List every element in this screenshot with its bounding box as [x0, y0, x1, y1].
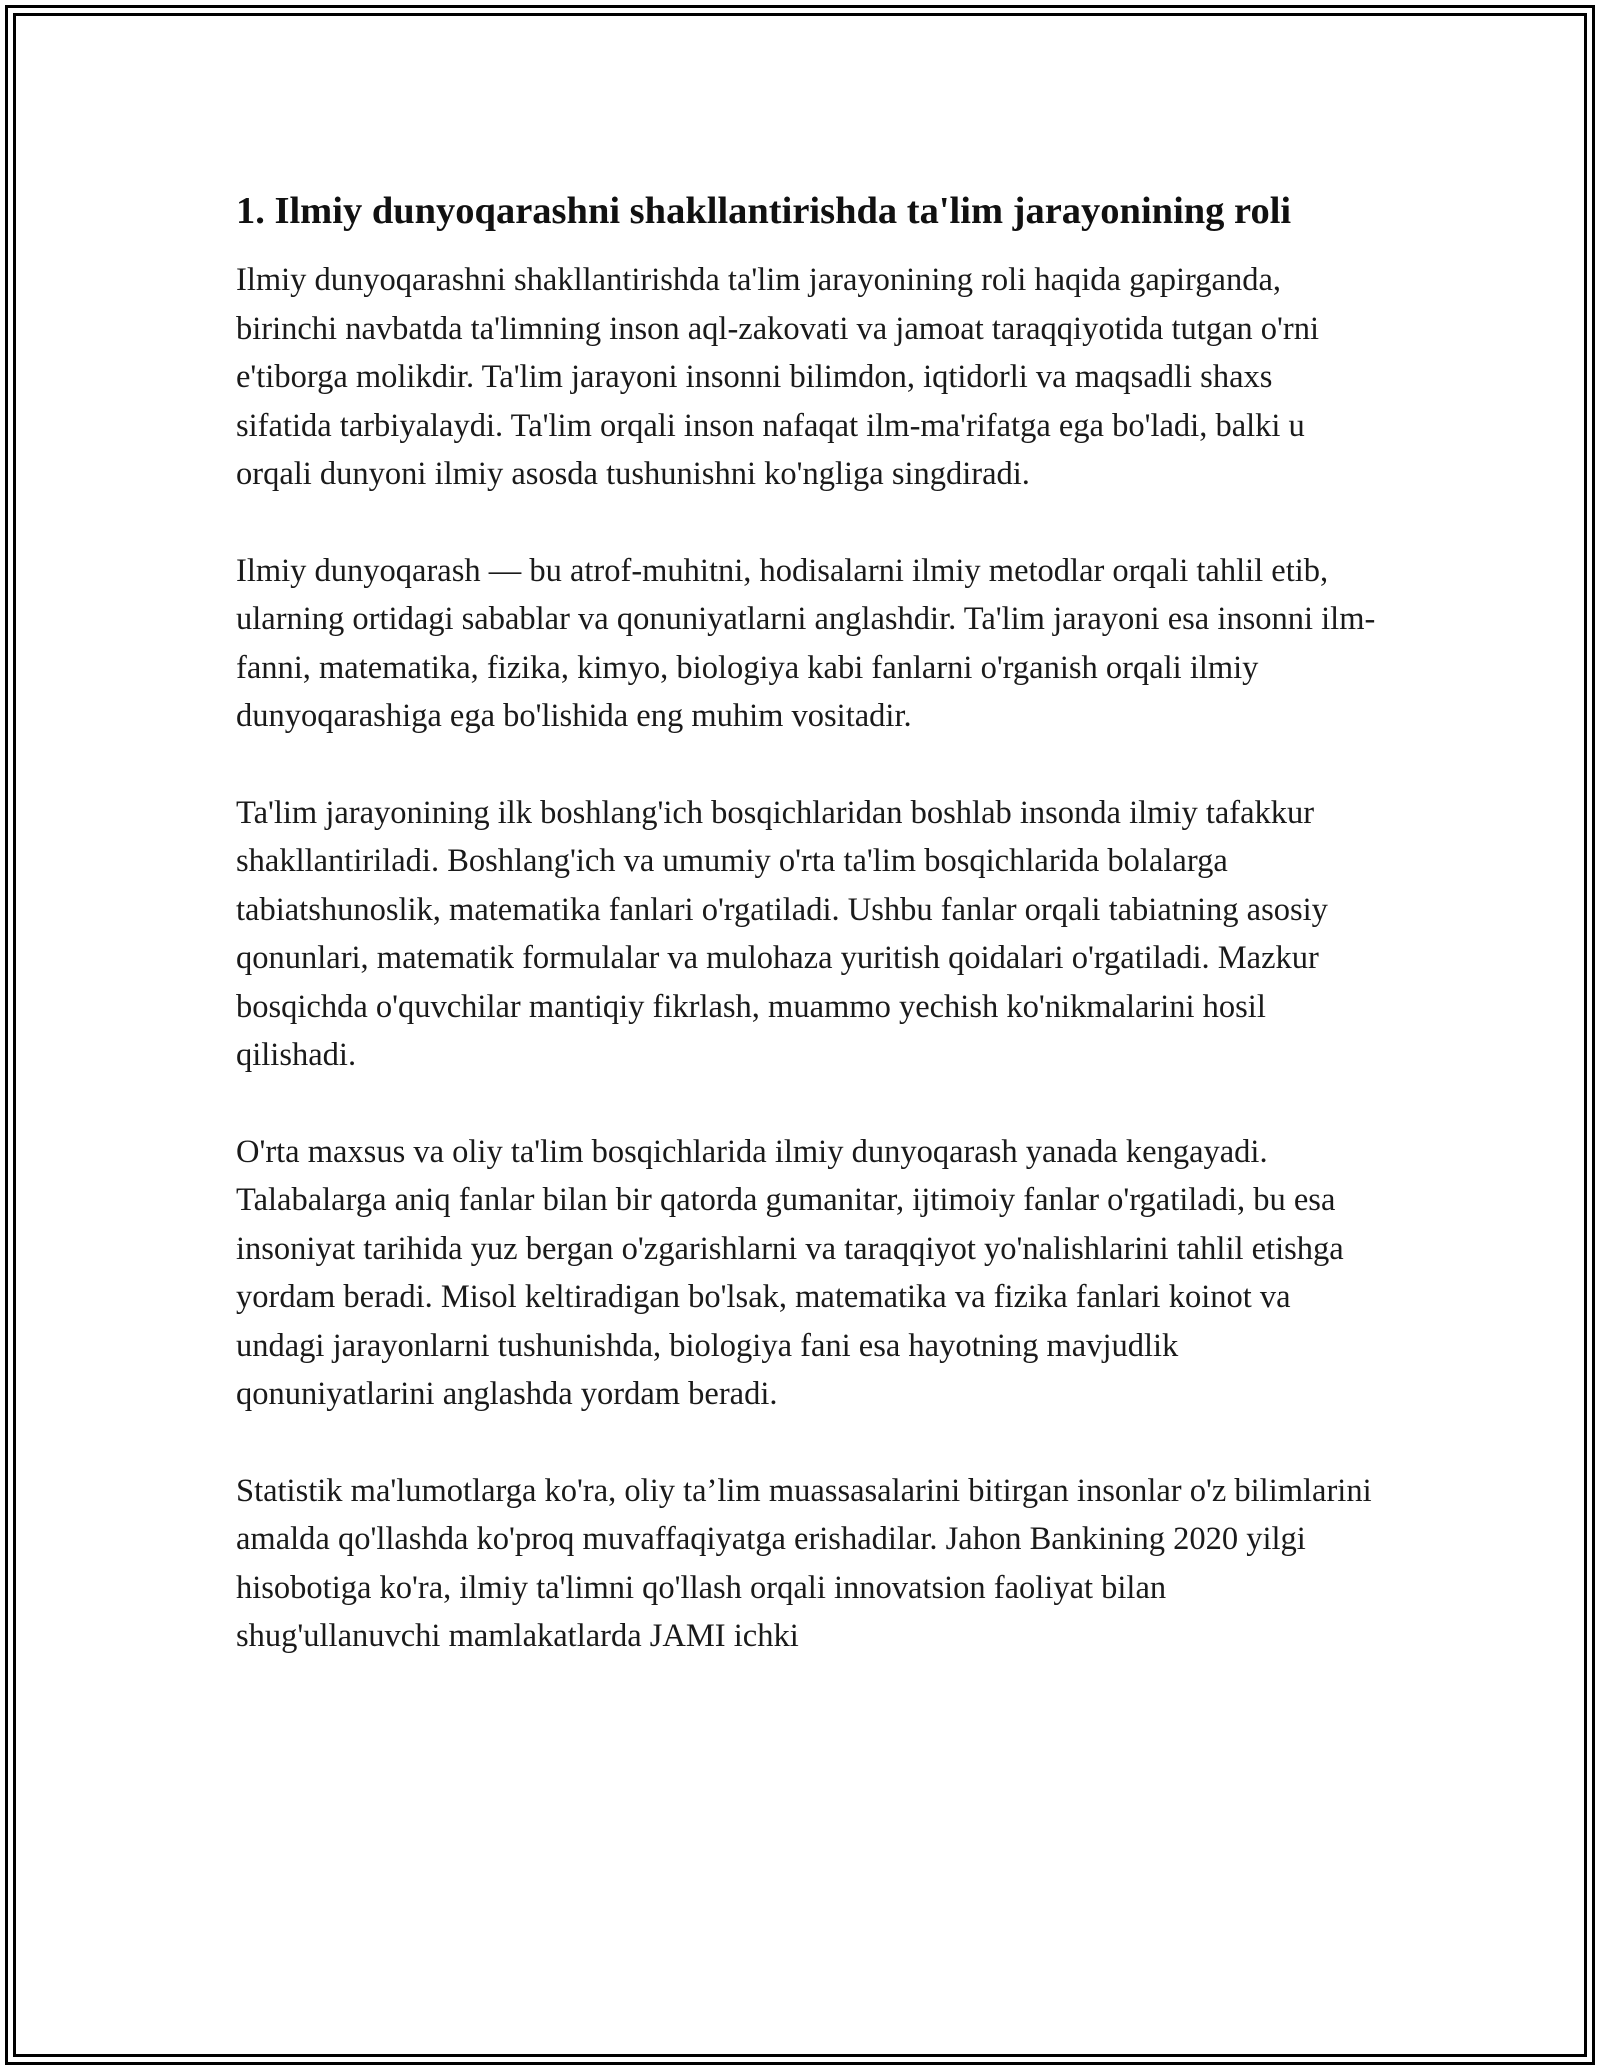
- paragraph-5: Statistik ma'lumotlarga ko'ra, oliy ta’lim muassasalarini bitirgan insonlar o'z bilimlarini amalda qo'llashda ko'proq muvaffaqiyatga erishadilar. Jahon Bankining 2020 yilgi hisobotiga ko'ra, ilmiy ta'limni qo'llash orqali innovatsion faoliyat bilan shug'ullanuvchi mamlakatlarda JAMI ichki: [236, 1472, 1372, 1654]
- paragraph-3: Ta'lim jarayonining ilk boshlang'ich bosqichlaridan boshlab insonda ilmiy tafakkur shakllantiriladi. Boshlang'ich va umumiy o'rta ta'lim bosqichlarida bolalarga tabiatshunoslik, matematika fanlari o'rgatiladi. Ushbu fanlar orqali tabiatning asosiy qonunlari, matematik formulalar va mulohaza yuritish qoidalari o'rgatiladi. Mazkur bosqichda o'quvchilar mantiqiy fikrlash, muammo yechish ko'nikmalarini hosil qilishadi.: [236, 794, 1328, 1073]
- paragraph-2: Ilmiy dunyoqarash — bu atrof-muhitni, hodisalarni ilmiy metodlar orqali tahlil etib, ularning ortidagi sabablar va qonuniyatlarni anglashdir. Ta'lim jarayoni esa insonni ilm-fanni, matematika, fizika, kimyo, biologiya kabi fanlarni o'rganish orqali ilmiy dunyoqarashiga ega bo'lishida eng muhim vositadir.: [236, 552, 1376, 734]
- paragraph-1: Ilmiy dunyoqarashni shakllantirishda ta'lim jarayonining roli haqida gapirganda, birinchi navbatda ta'limning inson aql-zakovati va jamoat taraqqiyotida tutgan o'rni e'tiborga molikdir. Ta'lim jarayoni insonni bilimdon, iqtidorli va maqsadli shaxs sifatida tarbiyalaydi. Ta'lim orqali inson nafaqat ilm-ma'rifatga ega bo'ladi, balki u orqali dunyoni ilmiy asosda tushunishni ko'ngliga singdiradi.: [236, 262, 1320, 492]
- document-body: [236, 184, 1376, 1709]
- paragraph-4: O'rta maxsus va oliy ta'lim bosqichlarida ilmiy dunyoqarash yanada kengayadi. Talabalarga aniq fanlar bilan bir qatorda gumanitar, ijtimoiy fanlar o'rgatiladi, bu esa insoniyat tarihida yuz bergan o'zgarishlarni va taraqqiyot yo'nalishlarini tahlil etishga yordam beradi. Misol keltiradigan bo'lsak, matematika va fizika fanlari koinot va undagi jarayonlarni tushunishda, biologiya fani esa hayotning mavjudlik qonuniyatlarini anglashda yordam beradi.: [236, 1133, 1344, 1412]
- section-heading: 1. Ilmiy dunyoqarashni shakllantirishda ta'lim jarayonining roli: [236, 190, 1292, 232]
